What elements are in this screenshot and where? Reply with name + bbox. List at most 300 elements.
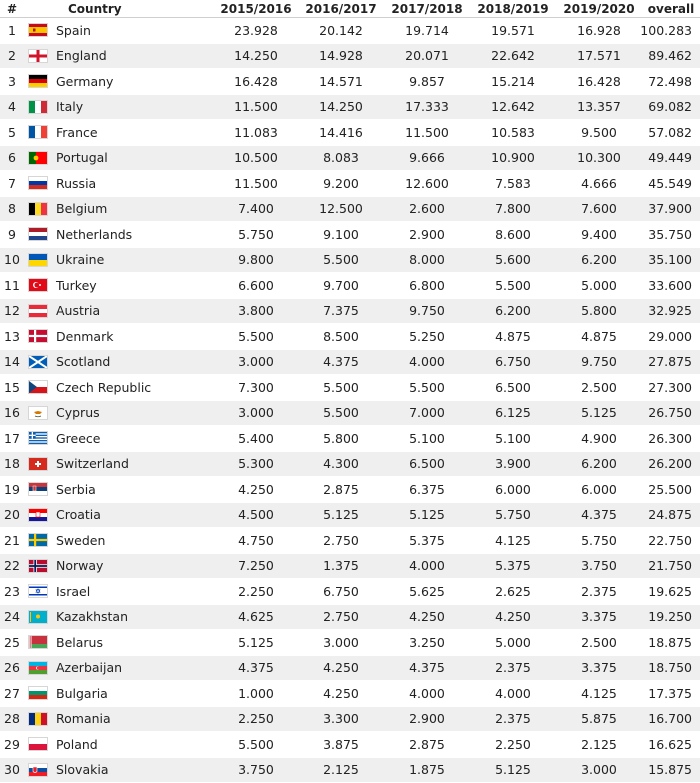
season-value: 4.900 <box>556 426 642 451</box>
flag-scotland-icon <box>29 356 47 368</box>
season-value: 4.250 <box>214 477 298 502</box>
rank-cell: 19 <box>0 477 24 502</box>
flag-poland-icon <box>29 738 47 750</box>
country-name: Portugal <box>52 146 214 171</box>
season-value: 4.666 <box>556 171 642 196</box>
season-value: 2.250 <box>470 732 556 757</box>
season-value: 2.875 <box>298 477 384 502</box>
season-value: 5.500 <box>298 375 384 400</box>
flag-italy-icon <box>29 101 47 113</box>
season-value: 10.300 <box>556 146 642 171</box>
flag-sweden-icon <box>29 534 47 546</box>
country-name: France <box>52 120 214 145</box>
season-value: 3.000 <box>556 758 642 783</box>
flag-russia-icon <box>29 177 47 189</box>
season-value: 5.875 <box>556 707 642 732</box>
season-value: 1.875 <box>384 758 470 783</box>
season-value: 5.000 <box>470 630 556 655</box>
season-value: 6.500 <box>384 452 470 477</box>
overall-value: 15.875 <box>642 758 700 783</box>
season-value: 1.000 <box>214 681 298 706</box>
flag-norway-icon <box>29 560 47 572</box>
season-value: 4.375 <box>298 350 384 375</box>
flag-cell <box>24 44 52 69</box>
season-value: 4.250 <box>298 681 384 706</box>
flag-kazakhstan-icon <box>29 611 47 623</box>
season-value: 3.375 <box>556 656 642 681</box>
country-name: England <box>52 44 214 69</box>
flag-bulgaria-icon <box>29 687 47 699</box>
country-name: Austria <box>52 299 214 324</box>
flag-belarus-icon <box>29 636 47 648</box>
rank-cell: 15 <box>0 375 24 400</box>
header-country: Country <box>52 0 214 17</box>
season-value: 14.571 <box>298 69 384 94</box>
rank-cell: 28 <box>0 707 24 732</box>
season-value: 2.250 <box>214 579 298 604</box>
header-overall: overall <box>642 0 700 17</box>
season-value: 11.500 <box>214 171 298 196</box>
rank-cell: 2 <box>0 44 24 69</box>
table-row <box>0 426 700 452</box>
season-value: 17.333 <box>384 95 470 120</box>
table-row <box>0 707 700 733</box>
overall-value: 100.283 <box>642 18 700 43</box>
season-value: 4.375 <box>556 503 642 528</box>
season-value: 5.250 <box>384 324 470 349</box>
flag-cell <box>24 69 52 94</box>
rank-cell: 9 <box>0 222 24 247</box>
season-value: 4.125 <box>470 528 556 553</box>
flag-france-icon <box>29 126 47 138</box>
season-value: 5.500 <box>384 375 470 400</box>
country-name: Sweden <box>52 528 214 553</box>
season-value: 17.571 <box>556 44 642 69</box>
table-row <box>0 503 700 529</box>
season-value: 14.416 <box>298 120 384 145</box>
overall-value: 69.082 <box>642 95 700 120</box>
season-value: 16.928 <box>556 18 642 43</box>
table-row <box>0 44 700 70</box>
rank-cell: 14 <box>0 350 24 375</box>
season-value: 6.800 <box>384 273 470 298</box>
season-value: 10.583 <box>470 120 556 145</box>
season-value: 4.375 <box>214 656 298 681</box>
season-value: 15.214 <box>470 69 556 94</box>
overall-value: 27.875 <box>642 350 700 375</box>
season-value: 23.928 <box>214 18 298 43</box>
season-value: 12.600 <box>384 171 470 196</box>
season-value: 7.000 <box>384 401 470 426</box>
season-value: 9.100 <box>298 222 384 247</box>
season-value: 4.000 <box>384 350 470 375</box>
country-name: Belgium <box>52 197 214 222</box>
flag-cell <box>24 528 52 553</box>
table-row <box>0 69 700 95</box>
country-name: Kazakhstan <box>52 605 214 630</box>
flag-cyprus-icon <box>29 407 47 419</box>
season-value: 5.400 <box>214 426 298 451</box>
season-value: 16.428 <box>556 69 642 94</box>
season-value: 2.900 <box>384 222 470 247</box>
season-value: 16.428 <box>214 69 298 94</box>
flag-israel-icon <box>29 585 47 597</box>
season-value: 1.375 <box>298 554 384 579</box>
table-row <box>0 324 700 350</box>
season-value: 11.083 <box>214 120 298 145</box>
country-name: Slovakia <box>52 758 214 783</box>
season-value: 5.600 <box>470 248 556 273</box>
table-body <box>0 18 700 783</box>
season-value: 3.750 <box>556 554 642 579</box>
country-name: Cyprus <box>52 401 214 426</box>
flag-spain-icon <box>29 24 47 36</box>
table-row <box>0 350 700 376</box>
flag-cell <box>24 197 52 222</box>
season-value: 3.800 <box>214 299 298 324</box>
season-value: 7.300 <box>214 375 298 400</box>
rank-cell: 8 <box>0 197 24 222</box>
season-value: 5.125 <box>384 503 470 528</box>
table-row <box>0 656 700 682</box>
season-value: 22.642 <box>470 44 556 69</box>
season-value: 3.750 <box>214 758 298 783</box>
season-value: 8.000 <box>384 248 470 273</box>
country-name: Turkey <box>52 273 214 298</box>
flag-cell <box>24 681 52 706</box>
rank-cell: 29 <box>0 732 24 757</box>
flag-azerbaijan-icon <box>29 662 47 674</box>
overall-value: 19.250 <box>642 605 700 630</box>
flag-denmark-icon <box>29 330 47 342</box>
season-value: 2.600 <box>384 197 470 222</box>
flag-cell <box>24 605 52 630</box>
rank-cell: 11 <box>0 273 24 298</box>
season-value: 2.375 <box>470 707 556 732</box>
table-row <box>0 273 700 299</box>
season-value: 5.375 <box>470 554 556 579</box>
table-row <box>0 732 700 758</box>
country-name: Switzerland <box>52 452 214 477</box>
country-name: Scotland <box>52 350 214 375</box>
header-flag <box>24 0 52 17</box>
header-season-2017-2018: 2017/2018 <box>384 0 470 17</box>
flag-cell <box>24 452 52 477</box>
country-name: Greece <box>52 426 214 451</box>
flag-cell <box>24 350 52 375</box>
season-value: 5.500 <box>470 273 556 298</box>
season-value: 4.625 <box>214 605 298 630</box>
country-name: Azerbaijan <box>52 656 214 681</box>
season-value: 3.000 <box>298 630 384 655</box>
season-value: 4.300 <box>298 452 384 477</box>
season-value: 3.000 <box>214 401 298 426</box>
rank-cell: 1 <box>0 18 24 43</box>
season-value: 9.800 <box>214 248 298 273</box>
season-value: 2.500 <box>556 630 642 655</box>
overall-value: 57.082 <box>642 120 700 145</box>
season-value: 9.750 <box>556 350 642 375</box>
flag-switzerland-icon <box>29 458 47 470</box>
overall-value: 26.750 <box>642 401 700 426</box>
season-value: 5.750 <box>214 222 298 247</box>
rank-cell: 23 <box>0 579 24 604</box>
season-value: 19.714 <box>384 18 470 43</box>
overall-value: 17.375 <box>642 681 700 706</box>
rank-cell: 24 <box>0 605 24 630</box>
season-value: 10.500 <box>214 146 298 171</box>
rank-cell: 12 <box>0 299 24 324</box>
season-value: 2.375 <box>470 656 556 681</box>
flag-croatia-icon <box>29 509 47 521</box>
season-value: 2.875 <box>384 732 470 757</box>
table-row <box>0 18 700 44</box>
flag-cell <box>24 171 52 196</box>
season-value: 10.900 <box>470 146 556 171</box>
overall-value: 21.750 <box>642 554 700 579</box>
season-value: 5.625 <box>384 579 470 604</box>
season-value: 8.600 <box>470 222 556 247</box>
season-value: 2.125 <box>556 732 642 757</box>
table-row <box>0 146 700 172</box>
flag-cell <box>24 18 52 43</box>
season-value: 7.600 <box>556 197 642 222</box>
overall-value: 26.200 <box>642 452 700 477</box>
country-name: Italy <box>52 95 214 120</box>
rank-cell: 27 <box>0 681 24 706</box>
season-value: 6.750 <box>298 579 384 604</box>
flag-netherlands-icon <box>29 228 47 240</box>
flag-cell <box>24 579 52 604</box>
flag-cell <box>24 248 52 273</box>
season-value: 6.200 <box>556 248 642 273</box>
flag-ukraine-icon <box>29 254 47 266</box>
country-name: Netherlands <box>52 222 214 247</box>
flag-cell <box>24 401 52 426</box>
flag-serbia-icon <box>29 483 47 495</box>
country-name: Bulgaria <box>52 681 214 706</box>
rank-cell: 6 <box>0 146 24 171</box>
overall-value: 18.750 <box>642 656 700 681</box>
season-value: 6.600 <box>214 273 298 298</box>
season-value: 9.857 <box>384 69 470 94</box>
season-value: 4.375 <box>384 656 470 681</box>
season-value: 3.300 <box>298 707 384 732</box>
flag-greece-icon <box>29 432 47 444</box>
season-value: 9.750 <box>384 299 470 324</box>
table-row <box>0 95 700 121</box>
table-row <box>0 452 700 478</box>
flag-cell <box>24 273 52 298</box>
season-value: 6.000 <box>470 477 556 502</box>
season-value: 2.900 <box>384 707 470 732</box>
country-name: Croatia <box>52 503 214 528</box>
rank-cell: 7 <box>0 171 24 196</box>
rank-cell: 21 <box>0 528 24 553</box>
season-value: 7.400 <box>214 197 298 222</box>
season-value: 2.750 <box>298 528 384 553</box>
header-season-2019-2020: 2019/2020 <box>556 0 642 17</box>
season-value: 14.928 <box>298 44 384 69</box>
flag-czech-republic-icon <box>29 381 47 393</box>
country-name: Spain <box>52 18 214 43</box>
season-value: 2.750 <box>298 605 384 630</box>
country-name: Ukraine <box>52 248 214 273</box>
season-value: 3.250 <box>384 630 470 655</box>
season-value: 9.700 <box>298 273 384 298</box>
flag-england-icon <box>29 50 47 62</box>
season-value: 4.250 <box>470 605 556 630</box>
season-value: 7.250 <box>214 554 298 579</box>
season-value: 9.500 <box>556 120 642 145</box>
season-value: 6.000 <box>556 477 642 502</box>
country-name: Serbia <box>52 477 214 502</box>
overall-value: 26.300 <box>642 426 700 451</box>
season-value: 4.875 <box>556 324 642 349</box>
flag-cell <box>24 503 52 528</box>
flag-cell <box>24 426 52 451</box>
overall-value: 29.000 <box>642 324 700 349</box>
season-value: 8.083 <box>298 146 384 171</box>
season-value: 14.250 <box>298 95 384 120</box>
flag-cell <box>24 299 52 324</box>
country-name: Germany <box>52 69 214 94</box>
flag-romania-icon <box>29 713 47 725</box>
season-value: 8.500 <box>298 324 384 349</box>
season-value: 5.750 <box>556 528 642 553</box>
table-row <box>0 528 700 554</box>
rank-cell: 10 <box>0 248 24 273</box>
season-value: 6.200 <box>556 452 642 477</box>
table-row <box>0 758 700 783</box>
season-value: 4.000 <box>384 681 470 706</box>
rank-cell: 17 <box>0 426 24 451</box>
season-value: 5.800 <box>298 426 384 451</box>
flag-cell <box>24 656 52 681</box>
overall-value: 35.100 <box>642 248 700 273</box>
season-value: 3.375 <box>556 605 642 630</box>
season-value: 3.875 <box>298 732 384 757</box>
rank-cell: 3 <box>0 69 24 94</box>
country-name: Czech Republic <box>52 375 214 400</box>
rank-cell: 25 <box>0 630 24 655</box>
season-value: 2.500 <box>556 375 642 400</box>
flag-cell <box>24 120 52 145</box>
rank-cell: 26 <box>0 656 24 681</box>
flag-cell <box>24 758 52 783</box>
rank-cell: 22 <box>0 554 24 579</box>
season-value: 13.357 <box>556 95 642 120</box>
season-value: 9.200 <box>298 171 384 196</box>
season-value: 6.375 <box>384 477 470 502</box>
table-row <box>0 630 700 656</box>
table-row <box>0 554 700 580</box>
season-value: 5.800 <box>556 299 642 324</box>
overall-value: 25.500 <box>642 477 700 502</box>
overall-value: 35.750 <box>642 222 700 247</box>
season-value: 4.000 <box>470 681 556 706</box>
season-value: 11.500 <box>214 95 298 120</box>
season-value: 5.500 <box>298 401 384 426</box>
table-row <box>0 579 700 605</box>
country-name: Israel <box>52 579 214 604</box>
season-value: 4.000 <box>384 554 470 579</box>
overall-value: 16.700 <box>642 707 700 732</box>
flag-austria-icon <box>29 305 47 317</box>
flag-cell <box>24 477 52 502</box>
overall-value: 37.900 <box>642 197 700 222</box>
season-value: 7.375 <box>298 299 384 324</box>
overall-value: 16.625 <box>642 732 700 757</box>
season-value: 2.625 <box>470 579 556 604</box>
season-value: 7.800 <box>470 197 556 222</box>
season-value: 2.125 <box>298 758 384 783</box>
season-value: 3.900 <box>470 452 556 477</box>
overall-value: 24.875 <box>642 503 700 528</box>
flag-cell <box>24 146 52 171</box>
table-row <box>0 197 700 223</box>
overall-value: 18.875 <box>642 630 700 655</box>
season-value: 6.200 <box>470 299 556 324</box>
season-value: 12.642 <box>470 95 556 120</box>
season-value: 3.000 <box>214 350 298 375</box>
flag-cell <box>24 554 52 579</box>
table-row <box>0 375 700 401</box>
season-value: 19.571 <box>470 18 556 43</box>
overall-value: 33.600 <box>642 273 700 298</box>
table-row <box>0 120 700 146</box>
flag-belgium-icon <box>29 203 47 215</box>
flag-cell <box>24 375 52 400</box>
table-row <box>0 222 700 248</box>
table-row <box>0 605 700 631</box>
season-value: 2.250 <box>214 707 298 732</box>
country-name: Poland <box>52 732 214 757</box>
season-value: 5.375 <box>384 528 470 553</box>
season-value: 4.250 <box>384 605 470 630</box>
season-value: 5.125 <box>470 758 556 783</box>
season-value: 9.400 <box>556 222 642 247</box>
season-value: 5.500 <box>214 324 298 349</box>
season-value: 5.300 <box>214 452 298 477</box>
season-value: 9.666 <box>384 146 470 171</box>
overall-value: 45.549 <box>642 171 700 196</box>
season-value: 5.100 <box>384 426 470 451</box>
season-value: 4.875 <box>470 324 556 349</box>
flag-germany-icon <box>29 75 47 87</box>
table-row <box>0 401 700 427</box>
season-value: 5.500 <box>214 732 298 757</box>
overall-value: 49.449 <box>642 146 700 171</box>
rank-cell: 18 <box>0 452 24 477</box>
overall-value: 72.498 <box>642 69 700 94</box>
season-value: 7.583 <box>470 171 556 196</box>
rank-cell: 13 <box>0 324 24 349</box>
season-value: 6.500 <box>470 375 556 400</box>
rank-cell: 30 <box>0 758 24 783</box>
header-season-2016-2017: 2016/2017 <box>298 0 384 17</box>
rank-cell: 4 <box>0 95 24 120</box>
season-value: 6.750 <box>470 350 556 375</box>
country-name: Norway <box>52 554 214 579</box>
rank-cell: 5 <box>0 120 24 145</box>
season-value: 14.250 <box>214 44 298 69</box>
season-value: 2.375 <box>556 579 642 604</box>
header-season-2018-2019: 2018/2019 <box>470 0 556 17</box>
overall-value: 89.462 <box>642 44 700 69</box>
season-value: 5.125 <box>556 401 642 426</box>
table-header <box>0 0 700 18</box>
